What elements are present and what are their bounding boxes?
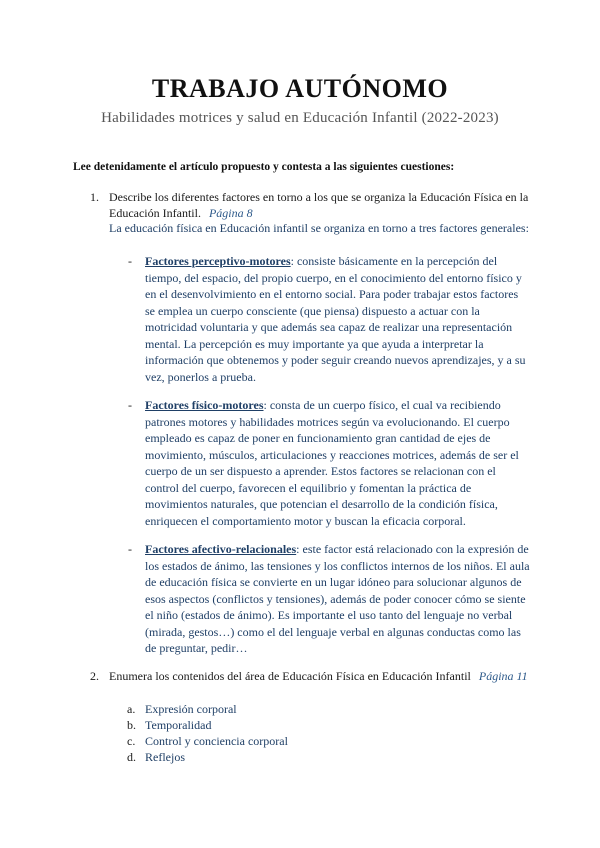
bullet-term: Factores físico-motores bbox=[145, 398, 264, 412]
answer-text: La educación física en Educación infantil se organiza en torno a tres factores generales: bbox=[109, 221, 529, 235]
bullet-term: Factores perceptivo-motores bbox=[145, 254, 291, 268]
bullet-text: : consiste básicamente en la percepción del tiempo, del espacio, del propio cuerpo, en el conocimiento del entorno físico y en el desenvolvimiento en el entorno social. Para poder trabajar estos factores se emplea un cuerpo consciente (que piensa) dispuesto a actuar con la motricidad voluntaria y que además sea capaz de realizar una representación mental. La percepción es muy importante ya que ayuda a interpretar la información que obtenemos y poder seguir creando nuevos aprendizajes, y a su vez, ponerlos a prueba. bbox=[145, 254, 526, 384]
bullet-term: Factores afectivo-relacionales bbox=[145, 542, 297, 556]
item-letter: c. bbox=[127, 734, 136, 748]
page-reference: Página 11 bbox=[478, 669, 528, 683]
item-letter: d. bbox=[127, 750, 136, 764]
bullet-fisico-motores bbox=[128, 397, 530, 529]
instructions: Lee detenidamente el artículo propuesto y contesta a las siguientes cuestiones: bbox=[73, 161, 455, 173]
item-text: Control y conciencia corporal bbox=[145, 734, 288, 748]
item-letter: b. bbox=[127, 718, 136, 732]
question-number: 2. bbox=[90, 669, 99, 683]
page-title: TRABAJO AUTÓNOMO bbox=[151, 74, 449, 103]
question-text: Enumera los contenidos del área de Educación Física en Educación Infantil bbox=[109, 669, 471, 683]
item-text: Reflejos bbox=[145, 750, 185, 764]
bullet-dash: - bbox=[128, 254, 132, 268]
question-number: 1. bbox=[90, 190, 99, 204]
question-2 bbox=[90, 669, 530, 685]
page-subtitle: Habilidades motrices y salud en Educación Infantil (2022-2023) bbox=[101, 110, 499, 126]
question-1 bbox=[90, 190, 530, 237]
content-item bbox=[127, 701, 237, 718]
item-letter: a. bbox=[127, 702, 136, 716]
question-text: Describe los diferentes factores en torno a los que se organiza la Educación Física en la Educación Infantil. bbox=[109, 190, 529, 220]
page-reference: Página 8 bbox=[208, 205, 253, 220]
content-item bbox=[127, 749, 185, 766]
item-text: Temporalidad bbox=[145, 718, 212, 732]
bullet-dash: - bbox=[128, 398, 132, 412]
content-item bbox=[127, 717, 211, 734]
item-text: Expresión corporal bbox=[145, 702, 237, 716]
bullet-dash: - bbox=[128, 542, 132, 556]
bullet-afectivo-relacionales bbox=[128, 541, 530, 657]
content-item bbox=[127, 733, 288, 750]
bullet-perceptivo-motores bbox=[128, 253, 530, 385]
bullet-text: : consta de un cuerpo físico, el cual va recibiendo patrones motores y habilidades motrices según va evolucionando. El cuerpo empleado es capaz de poner en funcionamiento gran cantidad de ejes de movimiento, músculos, articulaciones y reacciones motrices, además de ser el cuerpo de un ser dispuesto a aprender. Estos factores se relacionan con el control del cuerpo, favorecen el equilibrio y fomentan la práctica de movimientos naturales, que potencian el desarrollo de la condición física, enriquecen el comportamiento motor y buscan la eficacia corporal. bbox=[145, 398, 519, 528]
bullet-text: : este factor está relacionado con la expresión de los estados de ánimo, las tensiones y los conflictos internos de los niños. El aula de educación física se convierte en un lugar idóneo para solucionar algunos de esos aspectos (conflictos y tensiones), además de poder conocer cómo se siente el niño (estados de ánimo). Es importante el uso tanto del lenguaje no verbal (mirada, gestos…) como el del lenguaje verbal en algunas conductas como las de preguntar, pedir… bbox=[145, 542, 530, 655]
